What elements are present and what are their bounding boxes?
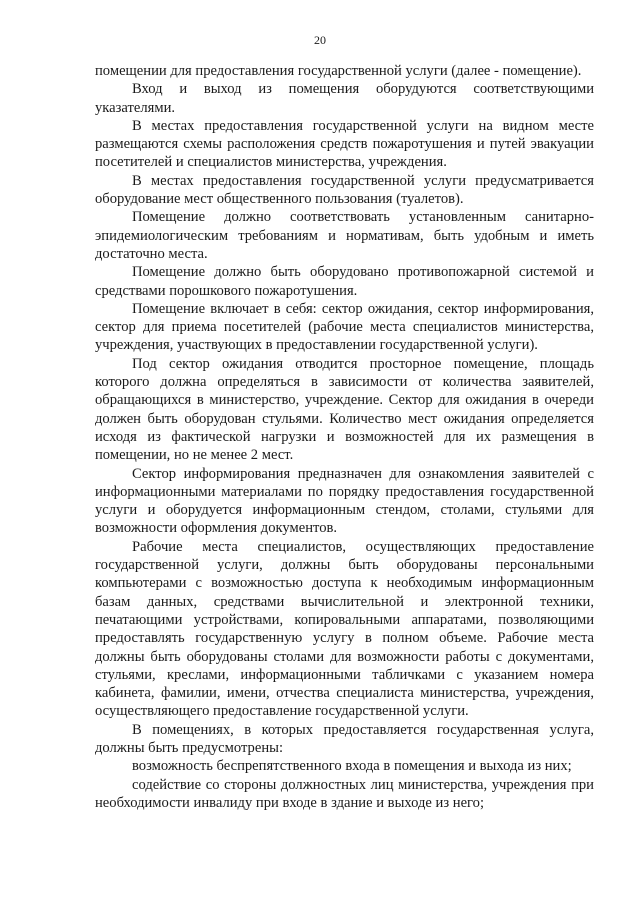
paragraph-information-sector: Сектор информирования предназначен для ознакомления заявителей с информационными материалами по порядку предоставления государственной услуги и оборудуется информационным стендом, столами, стульями для возможности оформления документов. [95,465,594,537]
list-item-free-access: возможность беспрепятственного входа в помещения и выхода из них; [132,758,572,775]
page-number: 20 [314,33,326,47]
paragraph-premises-provisions: В помещениях, в которых предоставляется государственная услуга, должны быть предусмотрены: [95,721,594,756]
paragraph-public-facilities: В местах предоставления государственной услуги предусматривается оборудование мест общественного пользования (туалетов). [95,172,594,208]
paragraph-continuation: помещении для предоставления государственной услуги (далее - помещение). [95,63,582,79]
paragraph-workplaces: Рабочие места специалистов, осуществляющих предоставление государственной услуги, должны быть оборудованы персональными компьютерами с возможностью доступа к необходимым информационным базам данных, средствами вычислительной и электронной техники, печатающими устройствами, копировальными аппаратами, позволяющими предоставлять государственную услугу в полном объеме. Рабочие места должны быть оборудованы столами для возможности работы с документами, стульями, креслами, информационными табличками с указанием номера кабинета, фамилии, имени, отчества специалиста министерства, учреждения, осуществляющего предоставление государственной услуги. [95,538,594,720]
paragraph-sectors: Помещение включает в себя: сектор ожидания, сектор информирования, сектор для приема посетителей (рабочие места специалистов министерства, учреждения, участвующих в предоставлении государственной услуги). [95,300,594,354]
paragraph-sanitary-requirements: Помещение должно соответствовать установленным санитарно-эпидемиологическим требованиям и нормативам, быть удобным и иметь достаточно места. [95,209,594,262]
document-body [95,62,594,812]
paragraph-fire-system: Помещение должно быть оборудовано противопожарной системой и средствами порошкового пожаротушения. [95,264,594,299]
paragraph-waiting-sector: Под сектор ожидания отводится просторное помещение, площадь которого должна определяться в зависимости от количества заявителей, обращающихся в министерство, учреждение. Сектор для ожидания в очереди должен быть оборудован стульями. Количество мест ожидания определяется исходя из фактической нагрузки и возможностей для их размещения в помещении, но не менее 2 мест. [95,355,594,464]
paragraph-evacuation-schemes: В местах предоставления государственной услуги на видном месте размещаются схемы расположения средств пожаротушения и путей эвакуации посетителей и специалистов министерства, учреждения. [95,117,594,171]
paragraph-entrance-signs: Вход и выход из помещения оборудуются соответствующими указателями. [95,81,594,116]
list-item-assistance: содействие со стороны должностных лиц министерства, учреждения при необходимости инвалиду при входе в здание и выходе из него; [95,776,594,811]
